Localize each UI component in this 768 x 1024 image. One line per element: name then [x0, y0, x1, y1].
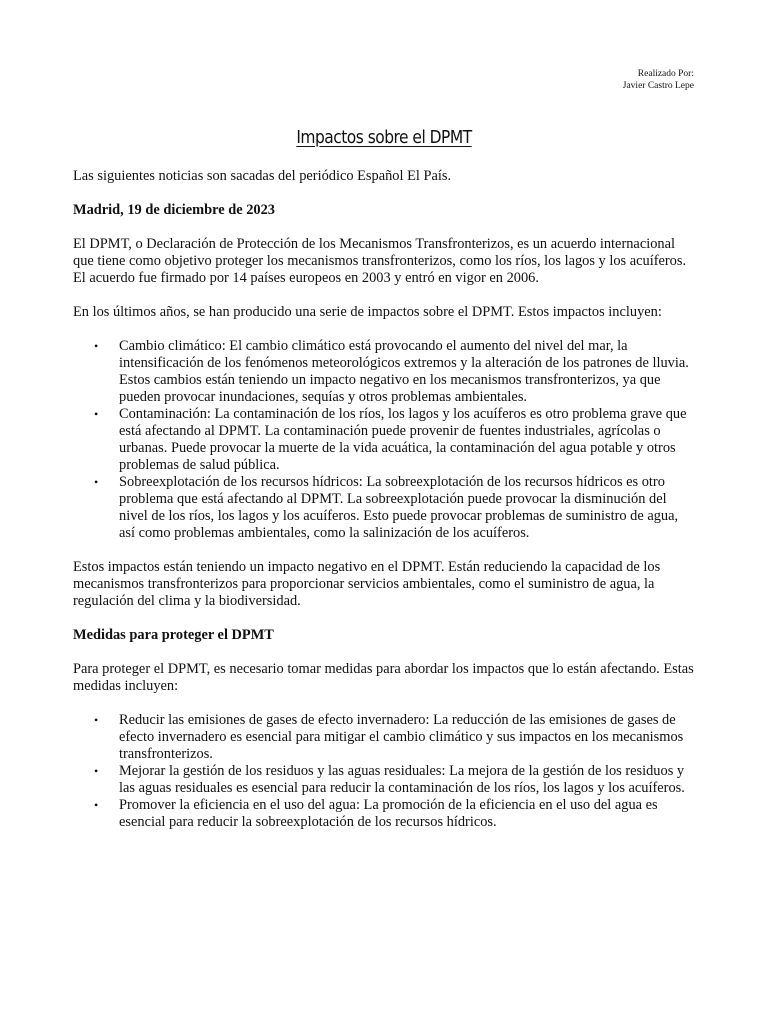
impacts-intro-paragraph: En los últimos años, se han producido una serie de impactos sobre el DPMT. Estos impactos incluyen:: [73, 304, 662, 320]
list-item: [73, 406, 695, 474]
impacts-list: [73, 338, 695, 542]
author-block: [623, 68, 694, 92]
bullet-icon: •: [94, 764, 99, 778]
intro-paragraph: Las siguientes noticias son sacadas del periódico Español El País.: [73, 168, 452, 184]
dpmt-definition-paragraph: El DPMT, o Declaración de Protección de los Mecanismos Transfronterizos, es un acuerdo internacional que tiene como objetivo proteger los mecanismos transfronterizos, como los ríos, los lagos y los acuíferos. El acuerdo fue firmado por 14 países europeos en 2003 y entró en vigor en 2006.: [73, 236, 687, 286]
dateline: Madrid, 19 de diciembre de 2023: [73, 202, 275, 218]
list-item-text: Contaminación: La contaminación de los ríos, los lagos y los acuíferos es otro problema grave que está afectando al DPMT. La contaminación puede provenir de fuentes industriales, agrícolas o urbanas. Puede provocar la muerte de la vida acuática, la contaminación del agua potable y otros problemas de salud pública.: [119, 406, 687, 473]
measures-list: [73, 712, 695, 831]
list-item: [73, 474, 695, 542]
impacts-consequence-paragraph: Estos impactos están teniendo un impacto negativo en el DPMT. Están reduciendo la capacidad de los mecanismos transfronterizos para proporcionar servicios ambientales, como el suministro de agua, la regulación del clima y la biodiversidad.: [73, 559, 661, 609]
document-body: [73, 168, 695, 848]
section-heading: Medidas para proteger el DPMT: [73, 627, 274, 643]
document-title: Impactos sobre el DPMT: [296, 127, 472, 148]
list-item-text: Cambio climático: El cambio climático está provocando el aumento del nivel del mar, la intensificación de los fenómenos meteorológicos extremos y la alteración de los patrones de lluvia. Estos cambios están teniendo un impacto negativo en los mecanismos transfronterizos, ya que pueden provocar inundaciones, sequías y otros problemas ambientales.: [119, 338, 689, 405]
author-name: Javier Castro Lepe: [622, 81, 694, 91]
list-item: [73, 338, 695, 406]
list-item-text: Sobreexplotación de los recursos hídricos: La sobreexplotación de los recursos hídricos es otro problema que está afectando al DPMT. La sobreexplotación puede provocar la disminución del nivel de los ríos, los lagos y los acuíferos. Esto puede provocar problemas de suministro de agua, así como problemas ambientales, como la salinización de los acuíferos.: [119, 474, 679, 541]
bullet-icon: •: [94, 798, 99, 812]
author-label: Realizado Por:: [637, 69, 694, 79]
list-item-text: Reducir las emisiones de gases de efecto invernadero: La reducción de las emisiones de gases de efecto invernadero es esencial para mitigar el cambio climático y sus impactos en los mecanismos transfronterizos.: [119, 712, 684, 762]
bullet-icon: •: [94, 407, 99, 421]
measures-intro-paragraph: Para proteger el DPMT, es necesario tomar medidas para abordar los impactos que lo están afectando. Estas medidas incluyen:: [73, 661, 694, 694]
list-item: [73, 712, 695, 763]
list-item-text: Mejorar la gestión de los residuos y las aguas residuales: La mejora de la gestión de los residuos y las aguas residuales es esencial para reducir la contaminación de los ríos, los lagos y los acuíferos.: [119, 763, 685, 796]
bullet-icon: •: [94, 339, 99, 353]
list-item: [73, 797, 695, 831]
bullet-icon: •: [94, 713, 99, 727]
list-item: [73, 763, 695, 797]
bullet-icon: •: [94, 475, 99, 489]
list-item-text: Promover la eficiencia en el uso del agua: La promoción de la eficiencia en el uso del agua es esencial para reducir la sobreexplotación de los recursos hídricos.: [119, 797, 658, 830]
